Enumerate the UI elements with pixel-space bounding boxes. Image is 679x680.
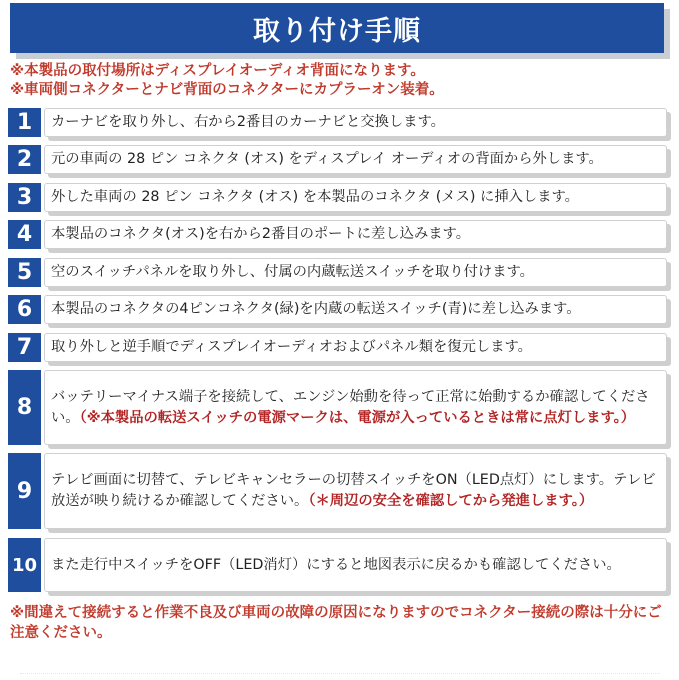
step-box: [44, 183, 667, 212]
step-box: [44, 538, 667, 592]
step-3: [8, 183, 673, 212]
step-6: [8, 295, 673, 324]
step-10: [8, 538, 673, 592]
step-number: 9: [8, 453, 41, 529]
step-number: 2: [8, 145, 41, 174]
step-box: [44, 370, 667, 445]
step-number: 8: [8, 370, 41, 445]
step-1: [8, 108, 673, 137]
step-number: 5: [8, 258, 41, 287]
step-5: [8, 258, 673, 287]
page-title: 取り付け手順: [253, 15, 421, 47]
step-number: 3: [8, 183, 41, 212]
note-coupler-on: ※車両側コネクターとナビ背面のコネクターにカプラーオン装着。: [10, 82, 444, 98]
step-8: [8, 370, 673, 445]
step-text: 本製品のコネクタ(オス)を右から2番目のポートに差し込みます。: [51, 226, 470, 242]
step-text: 空のスイッチパネルを取り外し、付属の内蔵転送スイッチを取り付けます。: [51, 264, 534, 280]
step-text: テレビ画面に切替て、テレビキャンセラーの切替スイッチをON（LED点灯）にします。テレビ放送が映り続けるか確認してください。: [51, 472, 656, 509]
step-7: [8, 333, 673, 362]
step-warning: （＊周辺の安全を確認してから発進します。）: [308, 493, 594, 509]
step-9: [8, 453, 673, 529]
step-number: 6: [8, 295, 41, 324]
step-text: 本製品のコネクタの4ピンコネクタ(緑)を内蔵の転送スイッチ(青)に差し込みます。: [51, 301, 581, 317]
step-text: また走行中スイッチをOFF（LED消灯）にすると地図表示に戻るかも確認してください。: [51, 556, 621, 573]
step-box: [44, 333, 667, 362]
step-box: [44, 108, 667, 137]
step-box: [44, 220, 667, 249]
step-text: 外した車両の 28 ピン コネクタ (オス) を本製品のコネクタ (メス) に挿入します。: [51, 189, 579, 205]
step-4: [8, 220, 673, 249]
step-box: [44, 258, 667, 287]
step-number: 4: [8, 220, 41, 249]
step-box: [44, 145, 667, 174]
step-number: 10: [8, 538, 41, 592]
notes: [10, 62, 670, 100]
divider: [20, 673, 660, 678]
step-text-block: [51, 470, 660, 512]
step-box: [44, 453, 667, 529]
step-text: 元の車両の 28 ピン コネクタ (オス) をディスプレイ オーディオの背面から外します。: [51, 151, 603, 167]
step-warning: （※本製品の転送スイッチの電源マークは、電源が入っているときは常に点灯します。）: [79, 409, 636, 426]
step-text: カーナビを取り外し、右から2番目のカーナビと交換します。: [51, 114, 445, 130]
step-number: 1: [8, 108, 41, 137]
step-text: バッテリーマイナス端子を接続して、エンジン始動を待って正常に始動するか確認してください。: [51, 388, 650, 426]
step-2: [8, 145, 673, 174]
title-banner: [10, 3, 664, 53]
footer-caution: ※間違えて接続すると作業不良及び車両の故障の原因になりますのでコネクター接続の際は十分にご注意ください。: [10, 605, 662, 641]
note-install-location: ※本製品の取付場所はディスプレイオーディオ背面になります。: [10, 63, 425, 79]
step-text-block: [51, 387, 660, 429]
step-text: 取り外しと逆手順でディスプレイオーディオおよびパネル類を復元します。: [51, 339, 532, 355]
step-box: [44, 295, 667, 324]
step-number: 7: [8, 333, 41, 362]
